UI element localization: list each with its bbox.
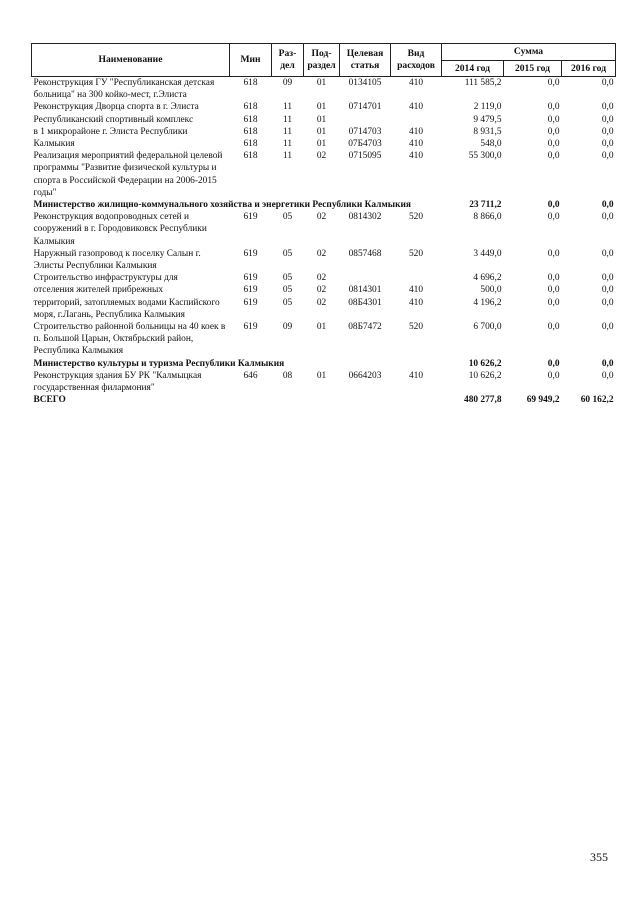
row-sum-2014: 23 711,2 xyxy=(469,200,502,211)
table-row xyxy=(32,114,616,126)
row-name: Строительство районной больницы на 40 коек в п. Большой Царын, Октябрьский район, Республика Калмыкия xyxy=(33,322,226,357)
row-min: 618 xyxy=(243,151,258,162)
row-name: Реализация мероприятий федеральной целевой программы "Развитие физической культуры и спорта в Российской Федерации на 2006-2015 годы" xyxy=(33,151,223,198)
table-row xyxy=(32,101,616,113)
total-row xyxy=(32,394,616,406)
row-sum-2015: 0,0 xyxy=(547,358,560,369)
row-podrazdel: 02 xyxy=(316,273,327,284)
col-header-razdel: Раз- дел xyxy=(272,44,304,77)
row-sum-2014: 548,0 xyxy=(480,139,502,150)
ministry-row xyxy=(32,199,616,211)
row-target-article: 08Б7472 xyxy=(348,322,382,333)
row-target-article xyxy=(340,272,391,284)
row-podrazdel: 02 xyxy=(316,285,327,296)
row-podrazdel: 01 xyxy=(316,322,327,333)
row-sum-2016: 0,0 xyxy=(601,212,614,223)
row-sum-2016: 0,0 xyxy=(601,358,614,369)
row-sum-2014: 500,0 xyxy=(480,285,502,296)
row-sum-2014: 4 196,2 xyxy=(473,297,502,308)
page-number: 355 xyxy=(590,850,608,864)
ministry-name: Министерство культуры и туризма Республики Калмыкия xyxy=(33,358,285,369)
row-target-article: 07Б4703 xyxy=(348,139,382,150)
row-razdel: 11 xyxy=(282,139,293,150)
row-expense-type: 410 xyxy=(408,370,424,381)
row-razdel: 09 xyxy=(282,322,293,333)
row-expense-type: 410 xyxy=(408,285,424,296)
row-name: Строительство инфраструктуры для xyxy=(33,273,178,284)
row-podrazdel: 01 xyxy=(316,139,327,150)
table-row xyxy=(32,248,616,272)
row-sum-2016: 0,0 xyxy=(601,248,614,259)
row-sum-2014: 10 626,2 xyxy=(468,370,502,381)
row-expense-type: 410 xyxy=(408,139,424,150)
table-row xyxy=(32,211,616,248)
row-sum-2014: 4 696,2 xyxy=(473,273,502,284)
table-row xyxy=(32,370,616,394)
table-row xyxy=(32,284,616,296)
row-name: Реконструкция ГУ "Республиканская детская больница" на 300 койко-мест, г.Элиста xyxy=(33,78,215,101)
table-row xyxy=(32,138,616,150)
row-min: 646 xyxy=(243,370,258,381)
row-name: Калмыкия xyxy=(33,139,75,150)
row-podrazdel: 01 xyxy=(316,78,327,88)
row-sum-2015: 0,0 xyxy=(547,248,560,259)
row-min: 618 xyxy=(243,139,258,150)
row-expense-type xyxy=(391,272,442,284)
col-header-vid: Вид расходов xyxy=(391,44,442,77)
row-name: Реконструкция здания БУ РК "Калмыцкая государственная филармония" xyxy=(33,370,202,394)
row-sum-2014: 10 626,2 xyxy=(468,358,502,369)
row-sum-2016: 0,0 xyxy=(601,78,614,88)
col-header-celevaya: Целевая статья xyxy=(340,44,391,77)
row-name: территорий, затопляемых водами Каспийского моря, г.Лагань, Республика Калмыкия xyxy=(33,297,220,320)
row-sum-2015: 0,0 xyxy=(547,212,560,223)
row-sum-2015: 0,0 xyxy=(547,151,560,162)
row-target-article: 0857468 xyxy=(348,248,382,259)
row-expense-type: 520 xyxy=(408,212,424,223)
row-sum-2016: 0,0 xyxy=(601,151,614,162)
row-name: Реконструкция водопроводных сетей и сооружений в г. Городовиковск Республики Калмыкия xyxy=(33,212,207,247)
row-sum-2016: 0,0 xyxy=(601,139,614,150)
row-podrazdel: 01 xyxy=(316,370,327,381)
row-target-article: 0814302 xyxy=(348,212,382,223)
total-label: ВСЕГО xyxy=(33,395,66,406)
row-sum-2016: 0,0 xyxy=(601,102,614,113)
row-sum-2016: 0,0 xyxy=(601,285,614,296)
row-podrazdel: 02 xyxy=(316,248,327,259)
row-razdel: 11 xyxy=(282,102,293,113)
row-expense-type: 520 xyxy=(408,322,424,333)
row-podrazdel: 01 xyxy=(316,114,327,125)
row-razdel: 05 xyxy=(282,248,293,259)
row-target-article: 0664203 xyxy=(348,370,382,381)
row-razdel: 05 xyxy=(282,212,293,223)
col-header-podrazdel: Под- раздел xyxy=(304,44,340,77)
row-name: Республиканский спортивный комплекс xyxy=(33,114,194,125)
row-expense-type: 410 xyxy=(408,297,424,308)
row-podrazdel: 02 xyxy=(316,151,327,162)
row-min: 618 xyxy=(243,78,258,88)
row-razdel: 09 xyxy=(282,78,293,88)
row-min: 619 xyxy=(243,212,258,223)
row-sum-2015: 0,0 xyxy=(547,297,560,308)
row-sum-2014: 9 479,5 xyxy=(473,114,502,125)
row-name: в 1 микрорайоне г. Элиста Республики xyxy=(33,126,188,137)
col-header-min: Мин xyxy=(230,44,272,77)
total-sum-2016: 60 162,2 xyxy=(580,395,614,406)
row-sum-2015: 0,0 xyxy=(547,370,560,381)
row-min: 618 xyxy=(243,126,258,137)
row-sum-2015: 0,0 xyxy=(547,285,560,296)
table-row xyxy=(32,297,616,321)
row-razdel: 11 xyxy=(282,126,293,137)
row-name: Реконструкция Дворца спорта в г. Элиста xyxy=(33,102,199,113)
row-sum-2014: 8 931,5 xyxy=(473,126,502,137)
row-sum-2016: 0,0 xyxy=(601,322,614,333)
row-sum-2015: 0,0 xyxy=(547,126,560,137)
row-sum-2015: 0,0 xyxy=(547,114,560,125)
row-sum-2015: 0,0 xyxy=(547,78,560,88)
row-expense-type: 410 xyxy=(408,78,424,88)
row-min: 619 xyxy=(243,297,258,308)
row-sum-2014: 55 300,0 xyxy=(468,151,502,162)
row-razdel: 05 xyxy=(282,285,293,296)
row-sum-2015: 0,0 xyxy=(547,139,560,150)
row-sum-2016: 0,0 xyxy=(601,370,614,381)
row-razdel: 11 xyxy=(282,151,293,162)
row-razdel: 05 xyxy=(282,273,293,284)
row-podrazdel: 02 xyxy=(316,297,327,308)
row-sum-2016: 0,0 xyxy=(601,297,614,308)
row-sum-2016: 0,0 xyxy=(601,126,614,137)
row-razdel: 11 xyxy=(282,114,293,125)
row-podrazdel: 02 xyxy=(316,212,327,223)
row-sum-2014: 6 700,0 xyxy=(473,322,502,333)
row-min: 618 xyxy=(243,114,258,125)
row-expense-type: 410 xyxy=(408,102,424,113)
table-row xyxy=(32,150,616,199)
row-target-article: 0814301 xyxy=(348,285,382,296)
row-sum-2015: 0,0 xyxy=(547,102,560,113)
row-sum-2015: 0,0 xyxy=(547,200,560,211)
row-sum-2016: 0,0 xyxy=(601,114,614,125)
col-header-summa: Сумма xyxy=(442,44,616,61)
row-sum-2016: 0,0 xyxy=(601,200,614,211)
row-min: 619 xyxy=(243,273,258,284)
row-expense-type: 410 xyxy=(408,126,424,137)
row-target-article: 0134105 xyxy=(348,78,382,88)
total-sum-2014: 480 277,8 xyxy=(464,395,502,406)
row-expense-type: 520 xyxy=(408,248,424,259)
row-min: 619 xyxy=(243,285,258,296)
row-razdel: 08 xyxy=(282,370,293,381)
table-row xyxy=(32,272,616,284)
row-sum-2015: 0,0 xyxy=(547,273,560,284)
row-min: 619 xyxy=(243,248,258,259)
ministry-name: Министерство жилищно-коммунального хозяйства и энергетики Республики Калмыкия xyxy=(33,200,411,211)
row-sum-2016: 0,0 xyxy=(601,273,614,284)
row-name: отселения жителей прибрежных xyxy=(33,285,164,296)
row-target-article: 0714701 xyxy=(348,102,382,113)
row-podrazdel: 01 xyxy=(316,126,327,137)
row-podrazdel: 01 xyxy=(316,102,327,113)
total-sum-2015: 69 949,2 xyxy=(526,395,560,406)
row-sum-2015: 0,0 xyxy=(547,322,560,333)
row-min: 618 xyxy=(243,102,258,113)
table-body xyxy=(32,77,616,407)
budget-table xyxy=(31,43,616,406)
table-row xyxy=(32,321,616,358)
table-row xyxy=(32,126,616,138)
col-header-2015: 2015 год xyxy=(504,61,562,77)
row-sum-2014: 2 119,0 xyxy=(473,102,502,113)
row-sum-2014: 8 866,0 xyxy=(473,212,502,223)
row-sum-2014: 3 449,0 xyxy=(473,248,502,259)
row-expense-type xyxy=(391,114,442,126)
row-name: Наружный газопровод к поселку Салын г. Элисты Республики Калмыкия xyxy=(33,248,201,272)
table-row xyxy=(32,77,616,102)
row-min: 619 xyxy=(243,322,258,333)
budget-table-sheet xyxy=(31,43,615,406)
row-expense-type: 410 xyxy=(408,151,424,162)
ministry-row xyxy=(32,358,616,370)
col-header-2016: 2016 год xyxy=(562,61,616,77)
row-sum-2014: 111 585,2 xyxy=(464,78,502,88)
row-target-article xyxy=(340,114,391,126)
row-target-article: 0715095 xyxy=(348,151,382,162)
col-header-2014: 2014 год xyxy=(442,61,504,77)
col-header-name: Наименование xyxy=(32,44,230,77)
row-razdel: 05 xyxy=(282,297,293,308)
row-target-article: 08Б4301 xyxy=(348,297,382,308)
row-target-article: 0714703 xyxy=(348,126,382,137)
